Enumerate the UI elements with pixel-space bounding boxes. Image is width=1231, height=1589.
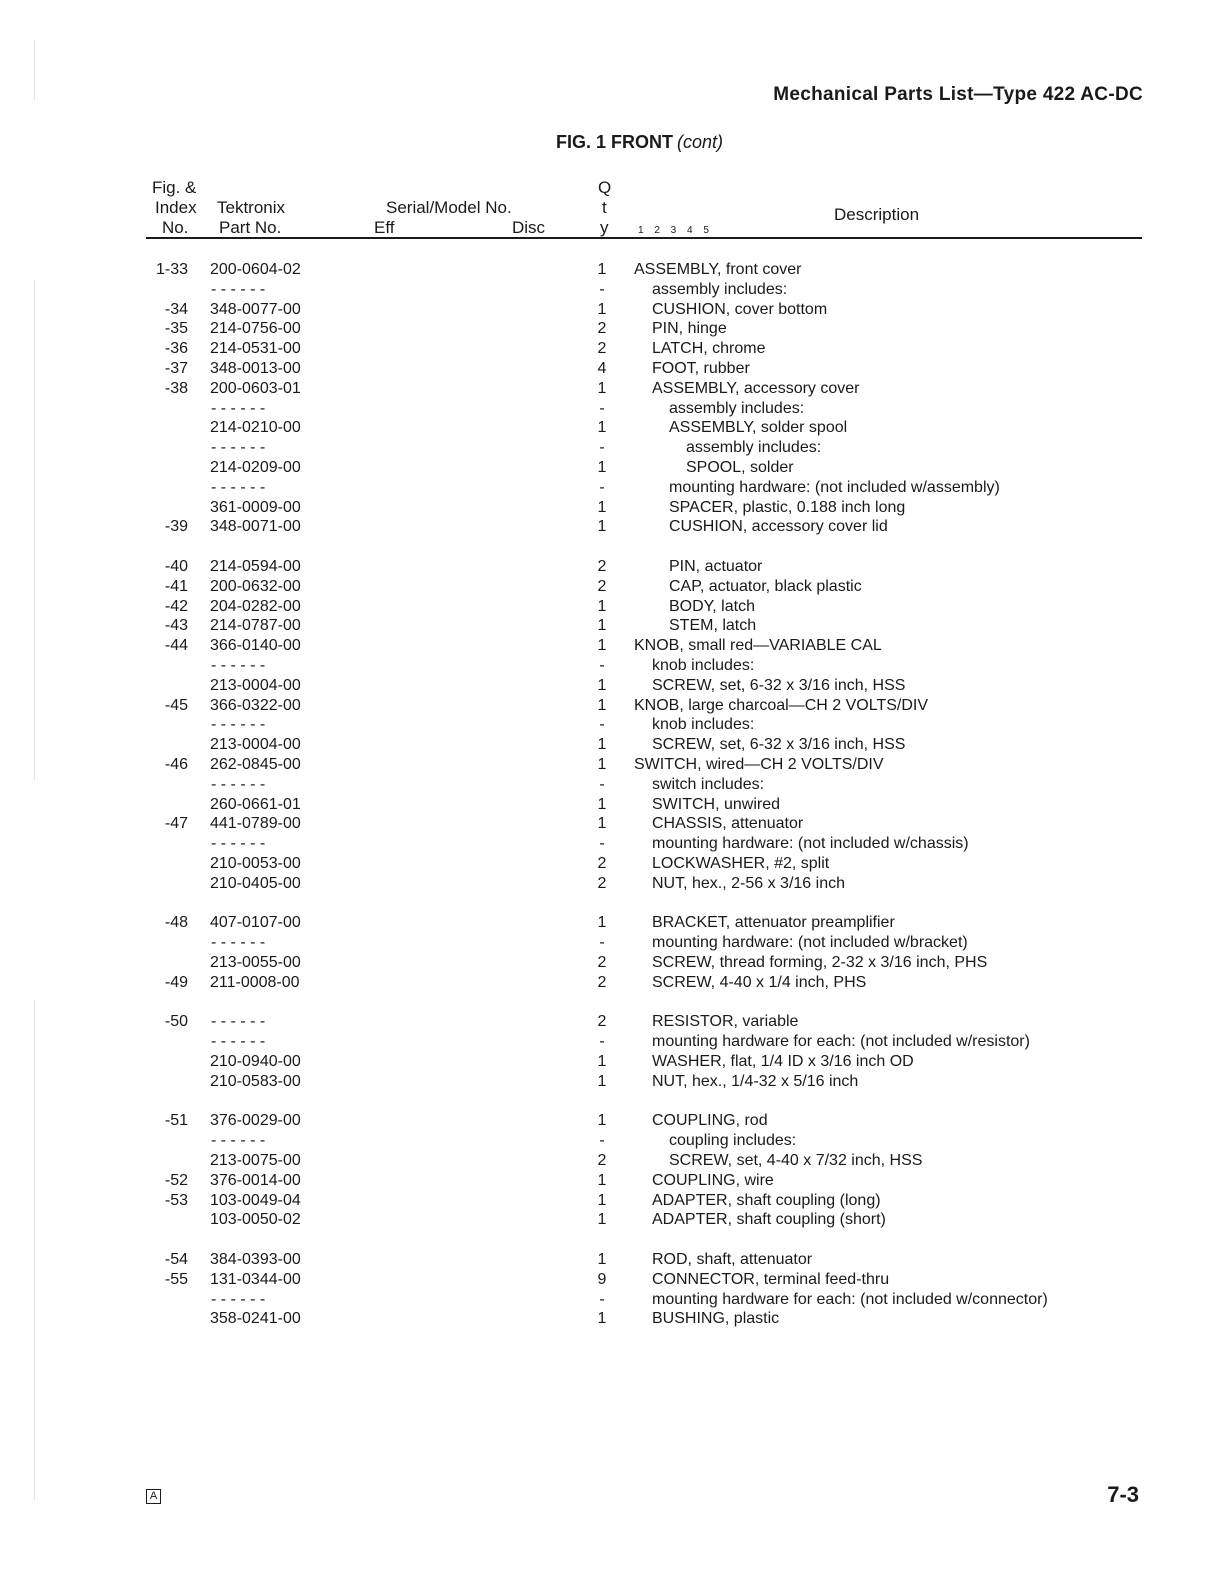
row-part-number: 103-0049-04 [210,1191,301,1209]
header-serial-model: Serial/Model No. [386,198,512,217]
table-row [0,1310,1231,1330]
row-part-number: - - - - - - [211,775,266,793]
table-row [0,875,1231,895]
header-indent-numbers: 1 2 3 4 5 [638,225,713,236]
row-quantity: - [599,934,605,952]
row-description: FOOT, rubber [652,360,750,377]
table-row [0,479,1231,499]
figure-label: FIG. 1 FRONT [556,132,673,152]
row-part-number: 213-0055-00 [210,954,301,971]
table-row [0,697,1231,717]
row-quantity: - [599,716,605,734]
row-index: -53 [164,1191,188,1209]
row-part-number: 213-0075-00 [210,1152,301,1169]
row-quantity: 2 [597,954,607,971]
row-index: -45 [164,696,188,714]
row-index: -44 [164,637,188,655]
row-part-number: - - - - - - [211,716,266,734]
row-quantity: - [599,835,605,853]
row-description: KNOB, small red—VARIABLE CAL [634,637,882,655]
row-index: -47 [164,815,188,833]
table-row [0,1013,1231,1033]
row-description: ASSEMBLY, accessory cover [652,379,860,397]
row-part-number: 366-0322-00 [210,696,301,714]
row-description: KNOB, large charcoal—CH 2 VOLTS/DIV [634,696,929,714]
row-part-number: - - - - - - [211,399,266,417]
row-description: knob includes: [652,716,755,734]
row-description: SCREW, 4-40 x 1/4 inch, PHS [652,973,867,991]
table-row [0,360,1231,380]
row-part-number: 211-0008-00 [210,973,300,991]
row-description: assembly includes: [652,280,788,298]
row-index: -50 [164,1013,188,1031]
table-row [0,914,1231,934]
row-quantity: 1 [597,1072,607,1090]
table-row [0,716,1231,736]
table-row [0,459,1231,479]
table-row [0,1053,1231,1073]
row-part-number: 348-0013-00 [210,360,301,377]
row-index: -41 [164,577,188,595]
row-part-number: 200-0632-00 [210,577,301,595]
row-index: -38 [164,379,188,397]
row-quantity: 2 [597,320,607,338]
row-part-number: 213-0004-00 [210,676,301,694]
row-index: -54 [164,1251,188,1268]
row-description: LOCKWASHER, #2, split [652,855,830,872]
table-row [0,518,1231,538]
table-row [0,1251,1231,1271]
figure-suffix: (cont) [677,132,724,152]
row-quantity: 1 [597,676,607,694]
row-description: assembly includes: [669,399,805,417]
row-quantity: 9 [597,1270,607,1288]
table-row [0,419,1231,439]
row-quantity: 1 [597,1211,607,1229]
row-quantity: 1 [597,597,607,615]
table-row [0,934,1231,954]
row-part-number: - - - - - - [211,934,266,952]
row-description: SWITCH, unwired [652,795,781,813]
row-part-number: - - - - - - [211,835,266,853]
row-quantity: - [599,399,605,417]
row-description: SCREW, set, 6-32 x 3/16 inch, HSS [652,676,906,694]
header-fig: Fig. & [152,178,197,197]
row-part-number: 210-0405-00 [210,874,301,892]
row-quantity: 4 [597,360,607,377]
row-description: SWITCH, wired—CH 2 VOLTS/DIV [634,756,884,773]
row-description: NUT, hex., 2-56 x 3/16 inch [652,874,845,892]
row-quantity: 1 [597,696,607,714]
row-part-number: 441-0789-00 [210,815,301,833]
row-quantity: 1 [597,1112,607,1130]
row-part-number: 210-0583-00 [210,1072,301,1090]
table-row [0,855,1231,875]
row-quantity: 1 [597,617,607,635]
revision-mark: A [146,1489,161,1504]
row-description: COUPLING, rod [652,1112,768,1130]
table-row [0,261,1231,281]
table-row [0,776,1231,796]
header-no: No. [162,218,189,237]
header-part-no: Part No. [219,218,282,237]
table-row [0,796,1231,816]
row-part-number: 103-0050-02 [210,1211,301,1229]
row-part-number: - - - - - - [211,478,266,496]
row-part-number: 214-0210-00 [210,419,301,437]
row-quantity: 2 [597,340,607,358]
row-description: coupling includes: [669,1132,797,1150]
row-index: -39 [164,518,188,536]
row-quantity: 1 [597,914,607,932]
table-row [0,1291,1231,1311]
row-part-number: 358-0241-00 [210,1310,301,1328]
row-description: mounting hardware: (not included w/bracket) [652,934,968,952]
table-row [0,558,1231,578]
table-row [0,301,1231,321]
row-description: CONNECTOR, terminal feed-thru [652,1270,890,1288]
table-row [0,380,1231,400]
row-quantity: 2 [597,973,607,991]
running-title: Mechanical Parts List—Type 422 AC-DC [773,84,1143,105]
page-number: 7-3 [1107,1482,1139,1507]
row-quantity: 2 [597,558,607,575]
row-index: -37 [164,360,188,377]
table-row [0,281,1231,301]
row-quantity: - [599,1033,605,1051]
row-index: 1-33 [155,261,188,278]
row-index: -51 [164,1112,188,1130]
table-row [0,1271,1231,1291]
row-part-number: 384-0393-00 [210,1251,301,1268]
row-quantity: 1 [597,1053,607,1070]
row-part-number: - - - - - - [211,1290,266,1308]
row-quantity: 1 [597,300,607,318]
row-part-number: 376-0029-00 [210,1112,301,1130]
row-description: BRACKET, attenuator preamplifier [652,914,895,932]
row-part-number: 200-0604-02 [210,261,301,278]
table-row [0,954,1231,974]
row-quantity: - [599,439,605,457]
row-description: SCREW, set, 6-32 x 3/16 inch, HSS [652,736,906,754]
row-index: -46 [164,756,188,773]
row-part-number: - - - - - - [211,1013,266,1031]
table-row [0,439,1231,459]
row-quantity: - [599,1290,605,1308]
row-description: CAP, actuator, black plastic [669,577,862,595]
row-part-number: 376-0014-00 [210,1171,301,1189]
row-description: ASSEMBLY, front cover [634,261,802,278]
row-description: BODY, latch [669,597,755,615]
row-description: COUPLING, wire [652,1171,774,1189]
row-part-number: 131-0344-00 [210,1270,301,1288]
header-disc: Disc [512,218,546,237]
row-description: ASSEMBLY, solder spool [669,419,848,437]
row-description: LATCH, chrome [652,340,766,358]
row-description: PIN, actuator [669,558,763,575]
table-row [0,1033,1231,1053]
row-quantity: - [599,657,605,674]
table-row [0,598,1231,618]
row-quantity: 1 [597,261,607,278]
row-description: assembly includes: [686,439,822,457]
row-quantity: 1 [597,815,607,833]
row-part-number: 200-0603-01 [210,379,301,397]
row-description: SCREW, thread forming, 2-32 x 3/16 inch, PHS [652,954,988,971]
row-part-number: - - - - - - [211,657,266,674]
header-qty-y: y [600,218,609,237]
row-quantity: 1 [597,1310,607,1328]
row-index: -49 [164,973,188,991]
row-part-number: 366-0140-00 [210,637,301,655]
table-row [0,677,1231,697]
row-index: -35 [164,320,188,338]
row-index: -52 [164,1171,188,1189]
row-part-number: 214-0594-00 [210,558,301,575]
row-description: PIN, hinge [652,320,727,338]
row-description: STEM, latch [669,617,757,635]
row-quantity: 1 [597,1191,607,1209]
row-quantity: 1 [597,736,607,754]
table-row [0,1192,1231,1212]
table-row [0,1132,1231,1152]
row-quantity: 1 [597,498,607,516]
row-description: RESISTOR, variable [652,1013,799,1031]
row-description: ROD, shaft, attenuator [652,1251,813,1268]
row-part-number: - - - - - - [211,280,266,298]
row-description: BUSHING, plastic [652,1310,780,1328]
table-row [0,637,1231,657]
header-eff: Eff [374,218,395,237]
row-part-number: 214-0209-00 [210,459,301,476]
row-description: NUT, hex., 1/4-32 x 5/16 inch [652,1072,859,1090]
row-part-number: 214-0531-00 [210,340,301,358]
row-part-number: - - - - - - [211,1132,266,1150]
row-quantity: - [599,775,605,793]
row-part-number: 407-0107-00 [210,914,301,932]
row-quantity: 2 [597,1152,607,1169]
row-index: -43 [164,617,188,635]
table-row [0,320,1231,340]
header-qty-q: Q [598,178,612,197]
row-quantity: 2 [597,577,607,595]
row-quantity: 1 [597,1251,607,1268]
row-index: -48 [164,914,188,932]
table-row [0,578,1231,598]
row-part-number: 262-0845-00 [210,756,301,773]
row-index: -42 [164,597,188,615]
row-quantity: 1 [597,459,607,476]
table-row [0,1211,1231,1231]
row-part-number: 348-0071-00 [210,518,301,536]
row-part-number: 260-0661-01 [210,795,301,813]
row-part-number: 361-0009-00 [210,498,301,516]
table-row [0,974,1231,994]
row-quantity: 1 [597,1171,607,1189]
row-description: ADAPTER, shaft coupling (long) [652,1191,881,1209]
table-row [0,1172,1231,1192]
table-row [0,340,1231,360]
row-part-number: 204-0282-00 [210,597,301,615]
header-tektronix: Tektronix [217,198,286,217]
table-row [0,499,1231,519]
row-quantity: 1 [597,379,607,397]
table-row [0,400,1231,420]
header-description: Description [834,205,920,224]
row-part-number: - - - - - - [211,1033,266,1051]
row-part-number: 210-0940-00 [210,1053,301,1070]
table-row [0,1073,1231,1093]
row-description: knob includes: [652,657,755,674]
row-description: SPACER, plastic, 0.188 inch long [669,498,906,516]
row-description: mounting hardware: (not included w/chassis) [652,835,969,853]
row-description: SPOOL, solder [686,459,794,476]
row-part-number: 210-0053-00 [210,855,301,872]
row-part-number: 214-0787-00 [210,617,301,635]
row-description: CHASSIS, attenuator [652,815,804,833]
row-quantity: - [599,478,605,496]
row-part-number: - - - - - - [211,439,266,457]
row-quantity: 2 [597,855,607,872]
table-row [0,617,1231,637]
row-part-number: 213-0004-00 [210,736,301,754]
header-index: Index [155,198,197,217]
header-qty-t: t [602,198,607,217]
row-description: ADAPTER, shaft coupling (short) [652,1211,886,1229]
table-row [0,1112,1231,1132]
row-quantity: 1 [597,637,607,655]
row-quantity: - [599,1132,605,1150]
table-row [0,756,1231,776]
row-index: -34 [164,300,188,318]
table-row [0,1152,1231,1172]
row-quantity: 1 [597,795,607,813]
row-quantity: 1 [597,419,607,437]
row-quantity: 1 [597,756,607,773]
row-description: mounting hardware for each: (not included w/resistor) [652,1033,1030,1051]
row-index: -40 [164,558,188,575]
table-row [0,835,1231,855]
table-row [0,657,1231,677]
row-description: WASHER, flat, 1/4 ID x 3/16 inch OD [652,1053,914,1070]
table-row [0,736,1231,756]
row-part-number: 214-0756-00 [210,320,301,338]
row-quantity: - [599,280,605,298]
row-description: CUSHION, accessory cover lid [669,518,888,536]
row-quantity: 2 [597,874,607,892]
row-description: CUSHION, cover bottom [652,300,828,318]
table-row [0,815,1231,835]
row-description: mounting hardware: (not included w/assembly) [669,478,1000,496]
row-index: -36 [164,340,188,358]
row-description: SCREW, set, 4-40 x 7/32 inch, HSS [669,1152,923,1169]
row-index: -55 [164,1270,188,1288]
row-part-number: 348-0077-00 [210,300,301,318]
row-quantity: 2 [597,1013,607,1031]
row-description: mounting hardware for each: (not included w/connector) [652,1290,1048,1308]
row-description: switch includes: [652,775,765,793]
row-quantity: 1 [597,518,607,536]
